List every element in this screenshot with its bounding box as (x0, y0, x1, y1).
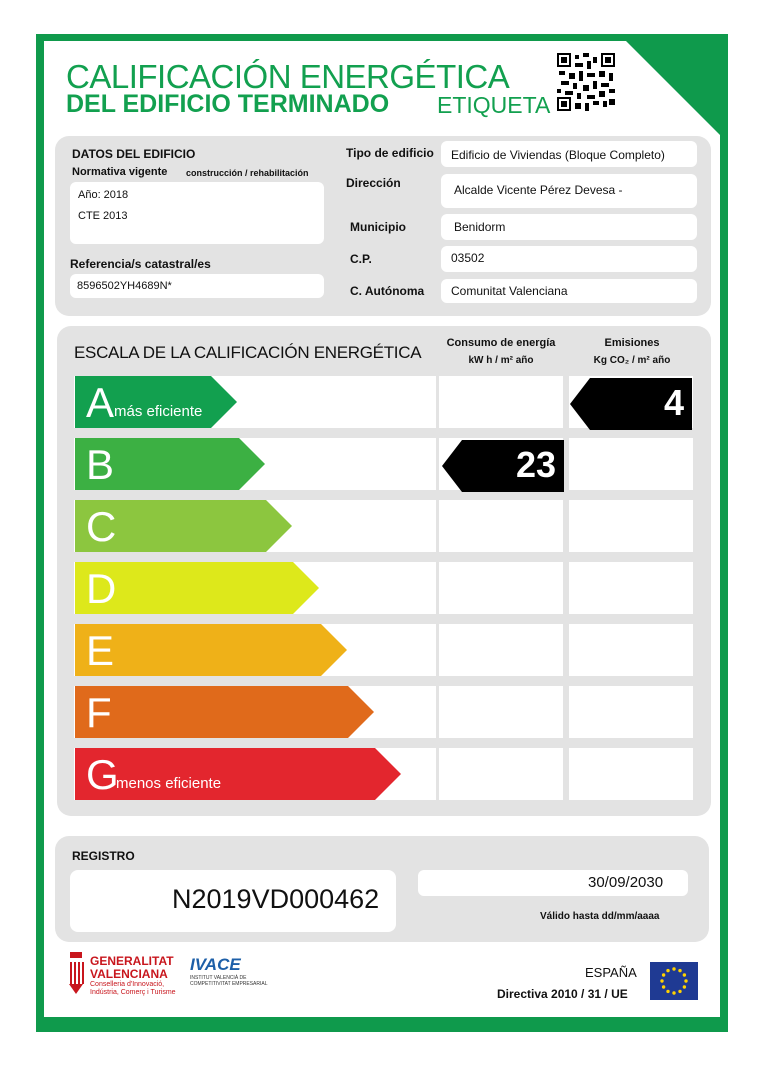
consumo-cell-f (439, 686, 563, 738)
rating-letter-b: B (86, 441, 115, 488)
ivace-sub2: COMPETITIVITAT EMPRESARIAL (190, 981, 268, 987)
municipio-label: Municipio (350, 220, 406, 234)
normativa-sub-label: construcción / rehabilitación (186, 168, 309, 178)
tipo-value: Edificio de Viviendas (Bloque Completo) (451, 148, 665, 162)
rating-letter-a: A (86, 379, 115, 426)
gv-line1: GENERALITAT (90, 954, 174, 968)
consumo-header: Consumo de energía (446, 337, 556, 349)
corner-ribbon (626, 41, 722, 137)
eu-star (672, 967, 675, 970)
eu-star (683, 973, 686, 976)
eu-star (666, 969, 669, 972)
emisiones-cell-g (569, 748, 693, 800)
eu-star (672, 991, 675, 994)
consumo-cell-a (439, 376, 563, 428)
ivace-logo (190, 955, 268, 987)
consumo-cell-c (439, 500, 563, 552)
rating-letter-g: G (86, 751, 119, 798)
autonoma-value: Comunitat Valenciana (451, 284, 568, 298)
scale-title: ESCALA DE LA CALIFICACIÓN ENERGÉTICA (74, 343, 422, 362)
consumo-unit: kW h / m² año (468, 355, 534, 366)
emisiones-unit: Kg CO₂ / m² año (593, 355, 671, 366)
gv-line2: VALENCIANA (90, 967, 168, 981)
title-line-2: DEL EDIFICIO TERMINADO (66, 90, 390, 118)
most-efficient-label: más eficiente (114, 403, 203, 420)
eu-star (678, 969, 681, 972)
rating-arrow-g (75, 748, 401, 800)
tipo-label: Tipo de edificio (346, 146, 434, 160)
consumo-cell-d (439, 562, 563, 614)
eu-star (662, 985, 665, 988)
catastral-label: Referencia/s catastral/es (70, 257, 211, 271)
emisiones-cell-e (569, 624, 693, 676)
normativa-label: Normativa vigente (72, 166, 168, 178)
cp-value: 03502 (451, 251, 485, 265)
direccion-label: Dirección (346, 176, 401, 190)
consumo-value: 23 (515, 444, 556, 485)
rating-letter-e: E (86, 627, 115, 674)
country-label: ESPAÑA (585, 965, 637, 980)
eu-star (684, 979, 687, 982)
eu-star (666, 990, 669, 993)
consumo-cell-g (439, 748, 563, 800)
directive-label: Directiva 2010 / 31 / UE (497, 987, 628, 1001)
generalitat-shield-icon (66, 950, 86, 996)
gv-sub2: Indústria, Comerç i Turisme (90, 989, 176, 996)
eu-star (662, 973, 665, 976)
registry-number: N2019VD000462 (172, 884, 380, 914)
valid-date: 30/09/2030 (588, 874, 664, 891)
rating-letter-f: F (86, 689, 112, 736)
rating-letter-c: C (86, 503, 117, 550)
eu-star (660, 979, 663, 982)
registry-label: REGISTRO (72, 849, 135, 863)
autonoma-label: C. Autónoma (350, 284, 425, 298)
valid-date-label: Válido hasta dd/mm/aaaa (540, 911, 660, 922)
ivace-sub1: INSTITUT VALENCIÀ DE (190, 975, 247, 981)
least-efficient-label: menos eficiente (116, 775, 222, 792)
normativa-year: Año: 2018 (78, 189, 129, 201)
consumo-cell-e (439, 624, 563, 676)
catastral-value: 8596502YH4689N* (77, 280, 172, 292)
emisiones-cell-c (569, 500, 693, 552)
normativa-cte: CTE 2013 (78, 210, 128, 222)
eu-star (678, 990, 681, 993)
ivace-name: IVACE (190, 955, 241, 974)
emisiones-header: Emisiones (604, 337, 660, 349)
generalitat-logo (90, 955, 176, 997)
eu-star (683, 985, 686, 988)
title-line-1: CALIFICACIÓN ENERGÉTICA (66, 58, 510, 95)
rating-letter-d: D (86, 565, 117, 612)
title-line-3: ETIQUETA (437, 92, 551, 118)
emisiones-cell-f (569, 686, 693, 738)
gv-sub1: Conselleria d'Innovació, (90, 981, 165, 988)
emisiones-cell-d (569, 562, 693, 614)
municipio-value: Benidorm (454, 220, 506, 234)
emisiones-cell-b (569, 438, 693, 490)
eu-flag-icon (650, 962, 698, 1000)
rating-arrow-f (75, 686, 374, 738)
cp-label: C.P. (350, 252, 372, 266)
qr-code-icon[interactable] (557, 53, 615, 111)
direccion-value: Alcalde Vicente Pérez Devesa - (454, 183, 623, 197)
building-section-title: DATOS DEL EDIFICIO (72, 147, 196, 161)
rating-arrow-e (75, 624, 347, 676)
emisiones-value: 4 (663, 382, 684, 423)
